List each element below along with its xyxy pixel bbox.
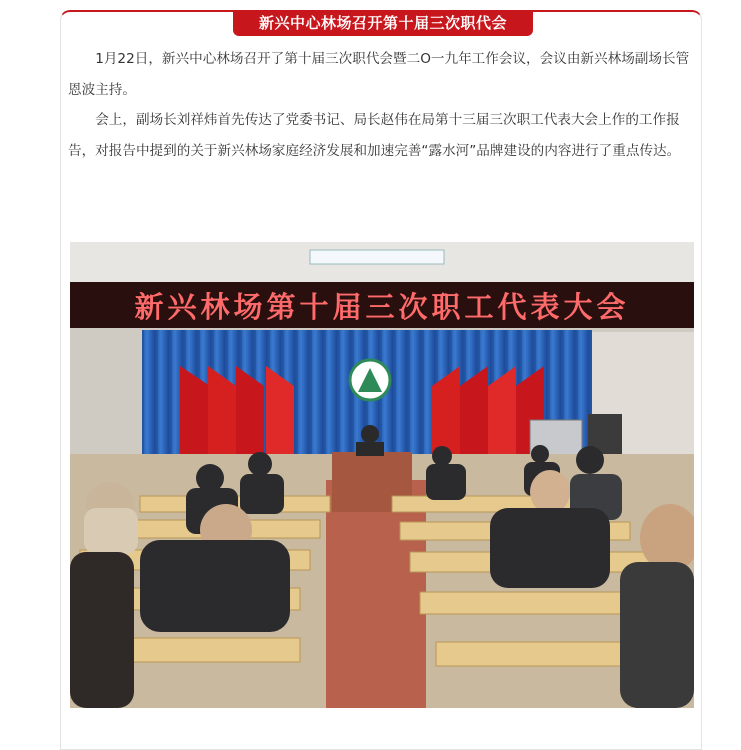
paragraph-2: 会上，副场长刘祥炜首先传达了党委书记、局长赵伟在局第十三届三次职工代表大会上作的工作报告，对报告中提到的关于新兴林场家庭经济发展和加速完善“露水河”品牌建设的内容进行了重点传达。 [68, 112, 681, 159]
meeting-scene [70, 242, 694, 708]
article-title: 新兴中心林场召开第十届三次职代会 [233, 10, 533, 36]
flags-left [180, 366, 294, 460]
flags-right [432, 366, 544, 460]
paragraph-1: 1月22日，新兴中心林场召开了第十届三次职代会暨二O一九年工作会议，会议由新兴林场副场长管恩波主持。 [68, 51, 690, 98]
ceiling-light [310, 250, 444, 264]
meeting-photo [70, 242, 694, 708]
banner-text: 新兴林场第十届三次职工代表大会 [134, 290, 630, 324]
red-carpet [326, 480, 426, 708]
article-body [68, 44, 693, 166]
